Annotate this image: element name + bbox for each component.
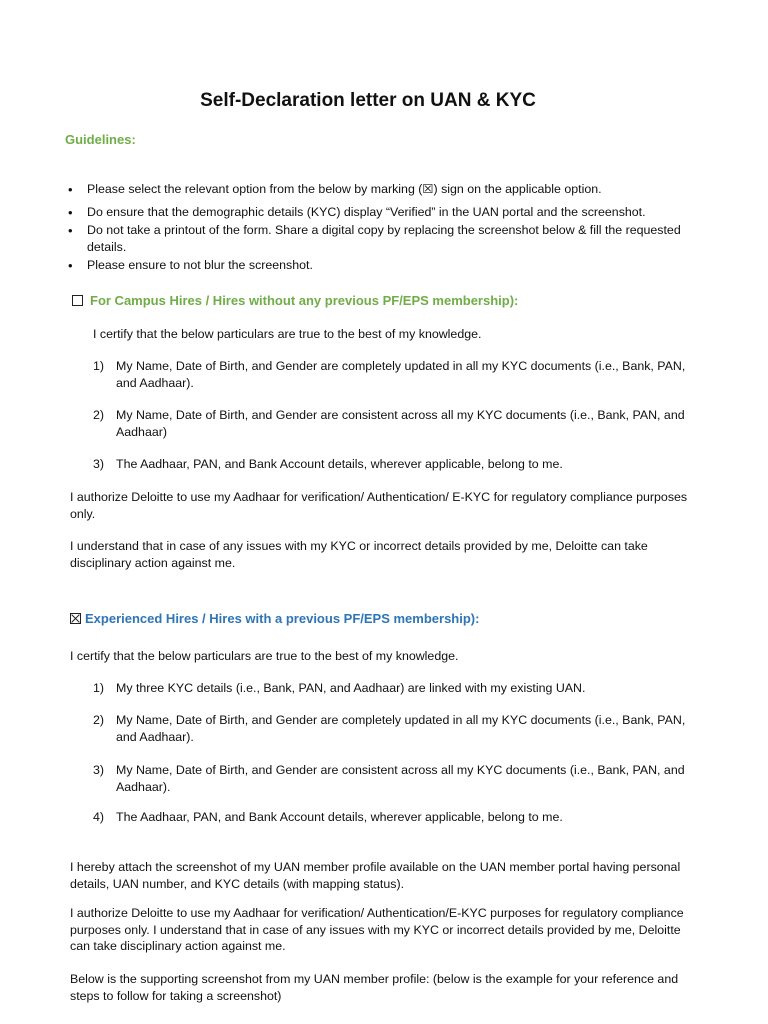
guideline-item: • Please select the relevant option from the below by marking (☒) sign on the applicable option. — [60, 181, 700, 198]
item-number: 1) — [93, 359, 105, 373]
campus-item-3 — [93, 456, 693, 473]
campus-section-heading — [72, 293, 518, 308]
experienced-attach: I hereby attach the screenshot of my UAN member profile available on the UAN member portal having personal details, UAN number, and KYC details (with mapping status). — [70, 860, 681, 891]
campus-item-1 — [93, 358, 693, 391]
experienced-item-4 — [93, 809, 693, 826]
item-text: My three KYC details (i.e., Bank, PAN, and Aadhaar) are linked with my existing UAN. — [116, 681, 586, 695]
experienced-item-3 — [93, 762, 693, 795]
item-number: 2) — [93, 713, 105, 727]
experienced-checkbox[interactable] — [70, 613, 81, 624]
campus-authorize: I authorize Deloitte to use my Aadhaar for verification/ Authentication/ E-KYC for regulatory compliance purposes only. — [70, 490, 688, 521]
page-title: Self-Declaration letter on UAN & KYC — [200, 90, 536, 111]
item-text: My Name, Date of Birth, and Gender are consistent across all my KYC documents (i.e., Bank, PAN, and Aadhaar). — [116, 763, 685, 794]
experienced-item-1 — [93, 680, 693, 697]
experienced-authorize: I authorize Deloitte to use my Aadhaar for verification/ Authentication/E-KYC purposes for regulatory compliance purposes only. I understand that in case of any issues with my KYC or incorrect details provided by me, Deloitte can take disciplinary action against me. — [70, 906, 684, 953]
experienced-heading-text: Experienced Hires / Hires with a previous PF/EPS membership): — [85, 611, 480, 626]
guidelines-list — [60, 181, 700, 280]
campus-checkbox[interactable] — [72, 295, 83, 306]
experienced-certify: I certify that the below particulars are true to the best of my knowledge. — [70, 649, 459, 663]
guidelines-heading: Guidelines: — [65, 132, 136, 147]
item-number: 2) — [93, 408, 105, 422]
guideline-item: • Do ensure that the demographic details (KYC) display “Verified” in the UAN portal and the screenshot. — [60, 204, 700, 221]
campus-heading-text: For Campus Hires / Hires without any previous PF/EPS membership): — [90, 293, 519, 308]
campus-certify: I certify that the below particulars are true to the best of my knowledge. — [93, 327, 482, 341]
item-number: 4) — [93, 810, 105, 824]
experienced-item-2 — [93, 712, 693, 745]
guideline-item: • Do not take a printout of the form. Share a digital copy by replacing the screenshot below & fill the requested details. — [60, 222, 700, 256]
item-text: My Name, Date of Birth, and Gender are consistent across all my KYC documents (i.e., Bank, PAN, and Aadhaar) — [116, 408, 685, 439]
item-text: My Name, Date of Birth, and Gender are completely updated in all my KYC documents (i.e., Bank, PAN, and Aadhaar). — [116, 359, 686, 390]
experienced-screenshot-note: Below is the supporting screenshot from my UAN member profile: (below is the example for your reference and steps to follow for taking a screenshot) — [70, 972, 679, 1003]
experienced-section-heading — [70, 611, 479, 626]
campus-item-2 — [93, 407, 693, 440]
item-number: 3) — [93, 763, 105, 777]
item-text: The Aadhaar, PAN, and Bank Account details, wherever applicable, belong to me. — [116, 457, 563, 471]
campus-understand: I understand that in case of any issues with my KYC or incorrect details provided by me, Deloitte can take disciplinary action against me. — [70, 539, 648, 570]
item-text: My Name, Date of Birth, and Gender are completely updated in all my KYC documents (i.e., Bank, PAN, and Aadhaar). — [116, 713, 686, 744]
guideline-item: • Please ensure to not blur the screenshot. — [60, 257, 700, 274]
item-text: The Aadhaar, PAN, and Bank Account details, wherever applicable, belong to me. — [116, 810, 563, 824]
item-number: 1) — [93, 681, 105, 695]
item-number: 3) — [93, 457, 105, 471]
